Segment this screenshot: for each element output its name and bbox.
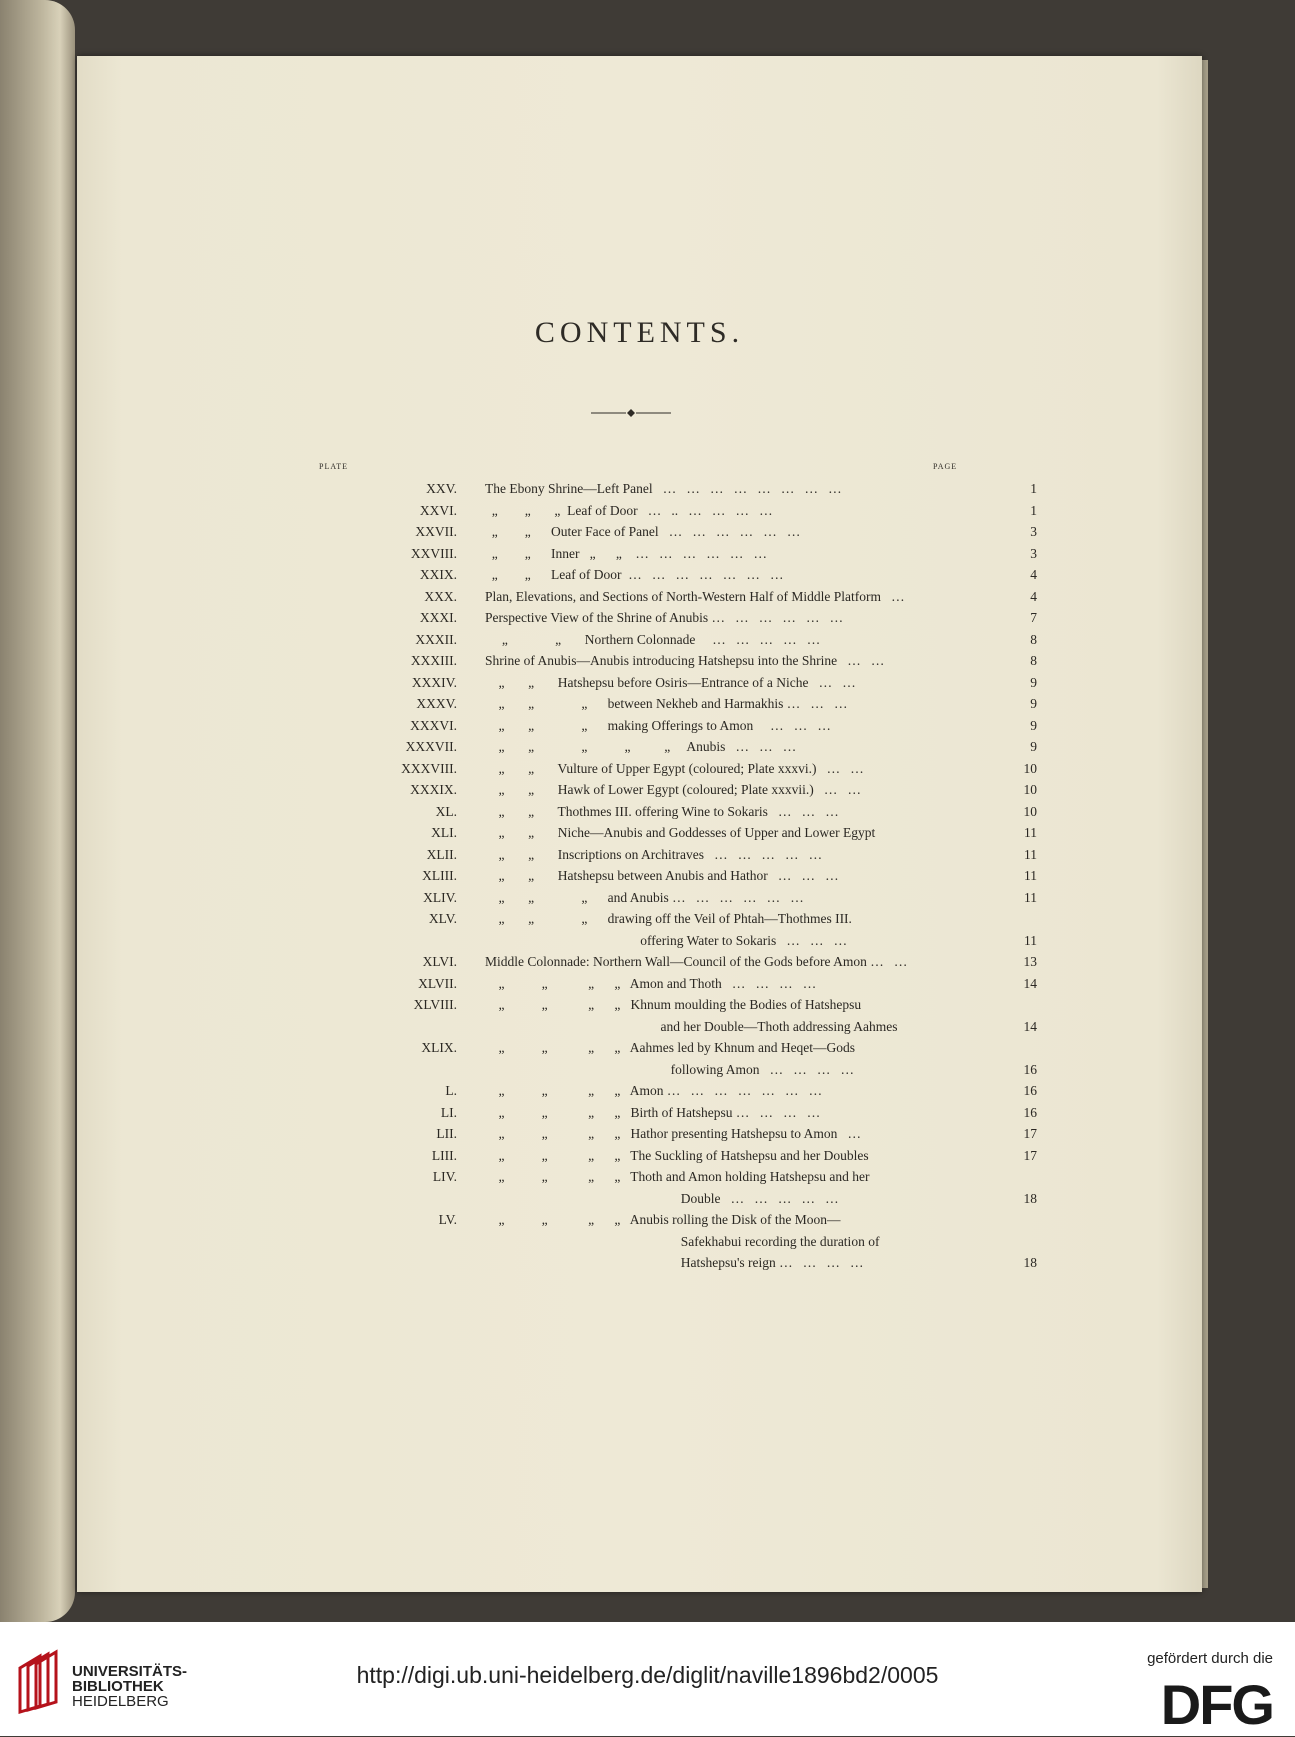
contents-row <box>277 908 1037 930</box>
contents-row <box>277 1123 1037 1145</box>
page-number: 17 <box>1023 1147 1037 1163</box>
title-ornament <box>591 409 671 417</box>
plate-number: XXXVI. <box>410 717 457 733</box>
contents-row <box>277 672 1037 694</box>
plate-description: „ „ Niche—Anubis and Goddesses of Upper and Lower Egypt <box>485 825 876 840</box>
plate-description: Plan, Elevations, and Sections of North-Western Half of Middle Platform … <box>485 588 905 604</box>
plate-description: Perspective View of the Shrine of Anubis … … … … … … <box>485 610 844 625</box>
plate-number: XXVII. <box>415 524 457 539</box>
plate-description: „ „ „ „ Thoth and Amon holding Hatshepsu and her <box>485 1169 870 1184</box>
contents-row <box>277 715 1037 737</box>
contents-row <box>277 1166 1037 1188</box>
contents-row <box>277 973 1037 995</box>
page-number: 11 <box>1024 825 1037 840</box>
dfg-logo: DFG <box>1160 1673 1273 1736</box>
plate-description: Middle Colonnade: Northern Wall—Council of the Gods before Amon … … <box>485 954 908 969</box>
page-number: 11 <box>1024 889 1037 905</box>
plate-number: XLIII. <box>422 868 457 883</box>
plate-description: „ „ Outer Face of Panel … … … … … … <box>485 524 801 539</box>
plate-description: „ „ „ „ Birth of Hatshepsu … … … … <box>485 1104 821 1120</box>
plate-number: LI. <box>440 1104 457 1120</box>
page-title: CONTENTS. <box>534 316 745 349</box>
plate-description: „ „ Thothmes III. offering Wine to Sokaris … … … <box>485 803 839 819</box>
page-number: 3 <box>1030 524 1037 539</box>
plate-description: Shrine of Anubis—Anubis introducing Hatshepsu into the Shrine … … <box>485 653 885 668</box>
page-number: 18 <box>1023 1255 1037 1270</box>
page-number: 9 <box>1030 717 1037 733</box>
plate-description: „ „ Inscriptions on Architraves … … … … … <box>485 846 823 862</box>
contents-row <box>277 1016 1037 1038</box>
plate-description: The Ebony Shrine—Left Panel … … … … … … … … <box>485 481 842 496</box>
plate-number: XXVI. <box>419 502 457 518</box>
plate-description: „ „ „ Leaf of Door … .. … … … … <box>485 502 773 518</box>
plate-number: XLII. <box>426 846 457 862</box>
contents-row <box>277 521 1037 543</box>
contents-row <box>277 1080 1037 1102</box>
plate-number: LII. <box>436 1126 457 1141</box>
page-number: 16 <box>1023 1083 1037 1098</box>
plate-number: XLIV. <box>423 889 457 905</box>
page-number: 11 <box>1024 846 1037 862</box>
plate-description: „ „ „ „ „ Anubis … … … <box>485 739 797 754</box>
plate-number: XXIX. <box>419 567 457 582</box>
plate-number: XXXIII. <box>410 653 457 668</box>
page-number: 17 <box>1023 1126 1037 1141</box>
plate-number: XL. <box>435 803 457 819</box>
plate-number: XXX. <box>424 588 457 604</box>
plate-description: and her Double—Thoth addressing Aahmes <box>485 1018 898 1034</box>
plate-number: XLVII. <box>418 975 457 991</box>
page-number: 11 <box>1024 868 1037 883</box>
plate-description: „ „ „ „ Anubis rolling the Disk of the Moon— <box>485 1212 841 1227</box>
plate-description: „ „ „ between Nekheb and Harmakhis … … … <box>485 696 848 711</box>
contents-row <box>277 865 1037 887</box>
plate-number: LIII. <box>431 1147 457 1163</box>
page-number: 13 <box>1023 954 1037 969</box>
contents-row <box>277 543 1037 565</box>
contents-row <box>277 586 1037 608</box>
contents-row <box>277 951 1037 973</box>
plate-number: LV. <box>438 1212 457 1227</box>
page-number: 1 <box>1030 502 1037 518</box>
contents-row <box>277 564 1037 586</box>
page-number: 9 <box>1030 739 1037 754</box>
contents-row <box>277 629 1037 651</box>
plate-description: „ „ „ „ Amon … … … … … … … <box>485 1083 823 1098</box>
contents-row <box>277 1252 1037 1274</box>
logo-line-1: UNIVERSITÄTS- <box>72 1663 188 1680</box>
contents-row <box>277 607 1037 629</box>
plate-number: XLI. <box>431 825 457 840</box>
plate-description: „ „ Northern Colonnade … … … … … <box>485 631 821 647</box>
plate-number: XXXII. <box>415 631 457 647</box>
contents-row <box>277 887 1037 909</box>
contents-row <box>277 1145 1037 1167</box>
contents-row <box>277 822 1037 844</box>
plate-number: XXXV. <box>416 696 457 711</box>
plate-description: „ „ Inner „ „ … … … … … … <box>485 545 767 561</box>
page-number: 18 <box>1023 1190 1037 1206</box>
plate-description: offering Water to Sokaris … … … <box>485 932 848 948</box>
page-edge <box>1202 60 1208 1588</box>
sponsor-label: gefördert durch die <box>1147 1650 1273 1667</box>
contents-row <box>277 801 1037 823</box>
logo-line-2: BIBLIOTHEK <box>72 1678 164 1695</box>
contents-row <box>277 930 1037 952</box>
plate-number: XLVI. <box>422 954 457 969</box>
contents-row <box>277 1037 1037 1059</box>
page-column-header: PAGE <box>933 462 958 471</box>
plate-description: following Amon … … … … <box>485 1061 855 1077</box>
page-number: 10 <box>1023 803 1037 819</box>
book-back-cover <box>0 0 75 1622</box>
page-number: 10 <box>1023 760 1037 776</box>
contents-row <box>277 478 1037 500</box>
logo-line-3: HEIDELBERG <box>72 1693 169 1710</box>
plate-number: XXXVII. <box>405 739 457 754</box>
scanned-page <box>77 56 1202 1592</box>
page-number: 9 <box>1030 674 1037 690</box>
page-number: 14 <box>1023 1018 1037 1034</box>
contents-row <box>277 693 1037 715</box>
plate-description: Hatshepsu's reign … … … … <box>485 1255 864 1270</box>
plate-description: „ „ „ „ Hathor presenting Hatshepsu to Amon … <box>485 1126 862 1141</box>
contents-row <box>277 500 1037 522</box>
page-number: 9 <box>1030 696 1037 711</box>
plate-description: „ „ „ „ Aahmes led by Khnum and Heqet—Gods <box>485 1040 856 1055</box>
plate-number: XLVIII. <box>413 997 457 1012</box>
footer-bar <box>0 1622 1295 1736</box>
plate-description: „ „ Hawk of Lower Egypt (coloured; Plate xxxvii.) … … <box>485 782 862 797</box>
plate-description: Safekhabui recording the duration of <box>485 1233 880 1249</box>
plate-number: XXXI. <box>419 610 457 625</box>
contents-row <box>277 1231 1037 1253</box>
page-number: 4 <box>1030 567 1037 582</box>
plate-description: „ „ „ „ Khnum moulding the Bodies of Hatshepsu <box>485 997 862 1012</box>
plate-number: XXXVIII. <box>401 760 457 776</box>
contents-row <box>277 1102 1037 1124</box>
page-number: 11 <box>1024 932 1037 948</box>
page-number: 7 <box>1030 610 1037 625</box>
contents-row <box>277 779 1037 801</box>
plate-number: XLV. <box>428 911 457 926</box>
plate-number: XXV. <box>426 481 457 496</box>
page-url[interactable]: http://digi.ub.uni-heidelberg.de/diglit/naville1896bd2/0005 <box>356 1662 939 1688</box>
contents-row <box>277 1209 1037 1231</box>
plate-description: „ „ „ „ The Suckling of Hatshepsu and her Doubles <box>485 1147 869 1163</box>
contents-row <box>277 844 1037 866</box>
plate-number: XLIX. <box>421 1040 457 1055</box>
contents-row <box>277 758 1037 780</box>
contents-row <box>277 1059 1037 1081</box>
page-number: 8 <box>1030 631 1037 647</box>
contents-row <box>277 994 1037 1016</box>
page-number: 8 <box>1030 653 1037 668</box>
page-number: 1 <box>1030 481 1037 496</box>
contents-row <box>277 736 1037 758</box>
plate-number: XXXIV. <box>411 674 457 690</box>
page-number: 14 <box>1023 975 1037 991</box>
plate-description: „ „ „ „ Amon and Thoth … … … … <box>485 975 817 991</box>
plate-number: XXXIX. <box>410 782 457 797</box>
plate-description: Double … … … … … <box>485 1190 839 1206</box>
page-number: 16 <box>1023 1061 1037 1077</box>
page-number: 10 <box>1023 782 1037 797</box>
plate-description: „ „ Leaf of Door … … … … … … … <box>485 567 784 582</box>
plate-description: „ „ „ making Offerings to Amon … … … <box>485 717 831 733</box>
plate-description: „ „ „ drawing off the Veil of Phtah—Thothmes III. <box>485 911 852 926</box>
plate-description: „ „ Hatshepsu between Anubis and Hathor … … … <box>485 868 839 883</box>
plate-number: XXVIII. <box>410 545 457 561</box>
contents-list <box>277 478 1037 1274</box>
contents-row <box>277 650 1037 672</box>
plate-description: „ „ Hatshepsu before Osiris—Entrance of a Niche … … <box>485 674 856 690</box>
page-number: 4 <box>1030 588 1037 604</box>
page-number: 16 <box>1023 1104 1037 1120</box>
plate-description: „ „ „ and Anubis … … … … … … <box>485 889 804 905</box>
plate-description: „ „ Vulture of Upper Egypt (coloured; Plate xxxvi.) … … <box>485 760 864 776</box>
plate-number: L. <box>445 1083 457 1098</box>
page-number: 3 <box>1030 545 1037 561</box>
plate-column-header: PLATE <box>319 462 348 471</box>
contents-row <box>277 1188 1037 1210</box>
plate-number: LIV. <box>432 1169 457 1184</box>
